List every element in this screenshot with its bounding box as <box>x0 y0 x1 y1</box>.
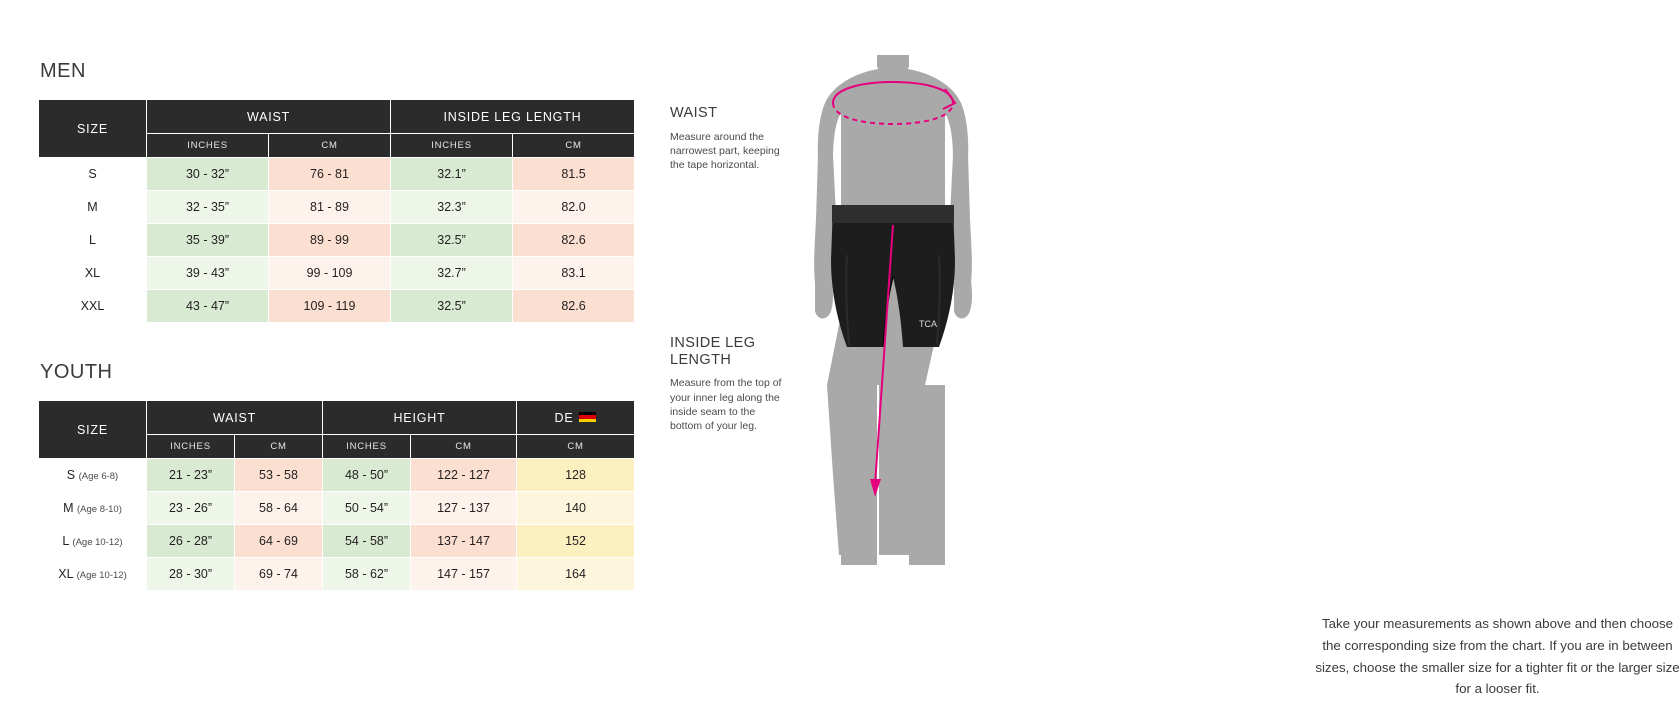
table-row <box>39 459 635 492</box>
youth-row-size-label: M <box>63 501 74 515</box>
men-col-size: SIZE <box>39 100 147 158</box>
men-row-waist-inches: 39 - 43” <box>147 257 269 290</box>
youth-row-height-inches: 50 - 54” <box>323 492 411 525</box>
youth-row-age: (Age 10-12) <box>72 537 123 548</box>
men-row-leg-inches: 32.7” <box>391 257 513 290</box>
men-row-leg-inches: 32.5” <box>391 224 513 257</box>
men-row-waist-cm: 76 - 81 <box>269 158 391 191</box>
footer-instructions: Take your measurements as shown above and then choose the corresponding size from the chart. If you are in between sizes, choose the smaller size for a tighter fit or the larger size for a looser fit. <box>1315 616 1680 697</box>
men-col-inside-leg: INSIDE LEG LENGTH <box>391 100 635 134</box>
youth-table-header-row <box>39 401 635 435</box>
youth-row-waist-inches: 26 - 28” <box>147 525 235 558</box>
men-size-table <box>38 99 635 323</box>
men-row-waist-cm: 81 - 89 <box>269 191 391 224</box>
youth-row-size-label: L <box>62 534 69 548</box>
inside-leg-guide-block <box>670 335 788 433</box>
men-row-size: L <box>39 224 147 257</box>
youth-row-waist-cm: 53 - 58 <box>235 459 323 492</box>
men-subcol-waist-inches: INCHES <box>147 134 269 158</box>
youth-row-height-cm: 137 - 147 <box>411 525 517 558</box>
youth-row-waist-inches: 21 - 23” <box>147 459 235 492</box>
youth-row-age: (Age 6-8) <box>78 471 119 482</box>
men-row-leg-inches: 32.5” <box>391 290 513 323</box>
youth-col-waist: WAIST <box>147 401 323 435</box>
men-row-size: XXL <box>39 290 147 323</box>
men-row-leg-cm: 82.0 <box>513 191 635 224</box>
youth-row-height-cm: 147 - 157 <box>411 558 517 591</box>
youth-row-height-inches: 58 - 62” <box>323 558 411 591</box>
men-table-header-row <box>39 100 635 134</box>
youth-row-waist-cm: 58 - 64 <box>235 492 323 525</box>
youth-row-size-label: XL <box>58 567 74 581</box>
youth-row-size <box>39 525 147 558</box>
men-subcol-waist-cm: CM <box>269 134 391 158</box>
german-flag-icon <box>579 412 596 423</box>
men-row-leg-cm: 82.6 <box>513 224 635 257</box>
men-subcol-leg-inches: INCHES <box>391 134 513 158</box>
youth-row-height-cm: 122 - 127 <box>411 459 517 492</box>
men-row-waist-cm: 89 - 99 <box>269 224 391 257</box>
table-row <box>39 224 635 257</box>
youth-row-de-cm: 140 <box>517 492 635 525</box>
men-row-leg-inches: 32.3” <box>391 191 513 224</box>
table-row <box>39 290 635 323</box>
youth-row-waist-cm: 64 - 69 <box>235 525 323 558</box>
table-row <box>39 158 635 191</box>
youth-row-age: (Age 8-10) <box>77 504 122 515</box>
men-section-title: MEN <box>40 60 86 82</box>
men-row-leg-cm: 82.6 <box>513 290 635 323</box>
tables-column <box>38 60 638 591</box>
youth-col-size: SIZE <box>39 401 147 459</box>
youth-row-size <box>39 459 147 492</box>
youth-row-waist-inches: 28 - 30” <box>147 558 235 591</box>
table-row <box>39 191 635 224</box>
men-row-waist-cm: 99 - 109 <box>269 257 391 290</box>
youth-row-waist-inches: 23 - 26” <box>147 492 235 525</box>
men-subcol-leg-cm: CM <box>513 134 635 158</box>
men-row-size: XL <box>39 257 147 290</box>
inside-leg-guide-text: Measure from the top of your inner leg along the inside seam to the bottom of your leg. <box>670 377 782 432</box>
youth-col-de <box>517 401 635 435</box>
youth-section-title: YOUTH <box>40 361 113 383</box>
men-col-waist: WAIST <box>147 100 391 134</box>
men-row-leg-cm: 83.1 <box>513 257 635 290</box>
youth-row-de-cm: 128 <box>517 459 635 492</box>
youth-subcol-waist-inches: INCHES <box>147 435 235 459</box>
men-row-leg-cm: 81.5 <box>513 158 635 191</box>
youth-row-de-cm: 164 <box>517 558 635 591</box>
youth-row-height-inches: 54 - 58” <box>323 525 411 558</box>
youth-row-waist-cm: 69 - 74 <box>235 558 323 591</box>
male-figure-shorts-illustration <box>775 55 1010 575</box>
youth-col-de-label: DE <box>554 410 574 425</box>
waist-guide-title: WAIST <box>670 105 718 121</box>
table-row <box>39 558 635 591</box>
table-row <box>39 492 635 525</box>
youth-col-height: HEIGHT <box>323 401 517 435</box>
table-row <box>39 525 635 558</box>
youth-size-table <box>38 400 635 591</box>
table-row <box>39 257 635 290</box>
men-row-leg-inches: 32.1” <box>391 158 513 191</box>
inside-leg-guide-title: INSIDE LEG LENGTH <box>670 335 756 368</box>
shorts-brand-logo: TCA <box>919 319 937 329</box>
men-row-waist-inches: 35 - 39” <box>147 224 269 257</box>
youth-row-size <box>39 558 147 591</box>
youth-row-size <box>39 492 147 525</box>
youth-subcol-height-cm: CM <box>411 435 517 459</box>
youth-row-age: (Age 10-12) <box>76 570 127 581</box>
youth-row-size-label: S <box>66 468 76 482</box>
men-row-waist-inches: 30 - 32” <box>147 158 269 191</box>
men-row-waist-cm: 109 - 119 <box>269 290 391 323</box>
men-row-size: S <box>39 158 147 191</box>
men-row-size: M <box>39 191 147 224</box>
youth-row-height-inches: 48 - 50” <box>323 459 411 492</box>
men-row-waist-inches: 43 - 47” <box>147 290 269 323</box>
waist-guide-block <box>670 105 788 172</box>
youth-row-de-cm: 152 <box>517 525 635 558</box>
men-row-waist-inches: 32 - 35” <box>147 191 269 224</box>
waist-guide-text: Measure around the narrowest part, keeping the tape horizontal. <box>670 130 780 172</box>
youth-subcol-height-inches: INCHES <box>323 435 411 459</box>
youth-row-height-cm: 127 - 137 <box>411 492 517 525</box>
youth-subcol-de-cm: CM <box>517 435 635 459</box>
youth-subcol-waist-cm: CM <box>235 435 323 459</box>
